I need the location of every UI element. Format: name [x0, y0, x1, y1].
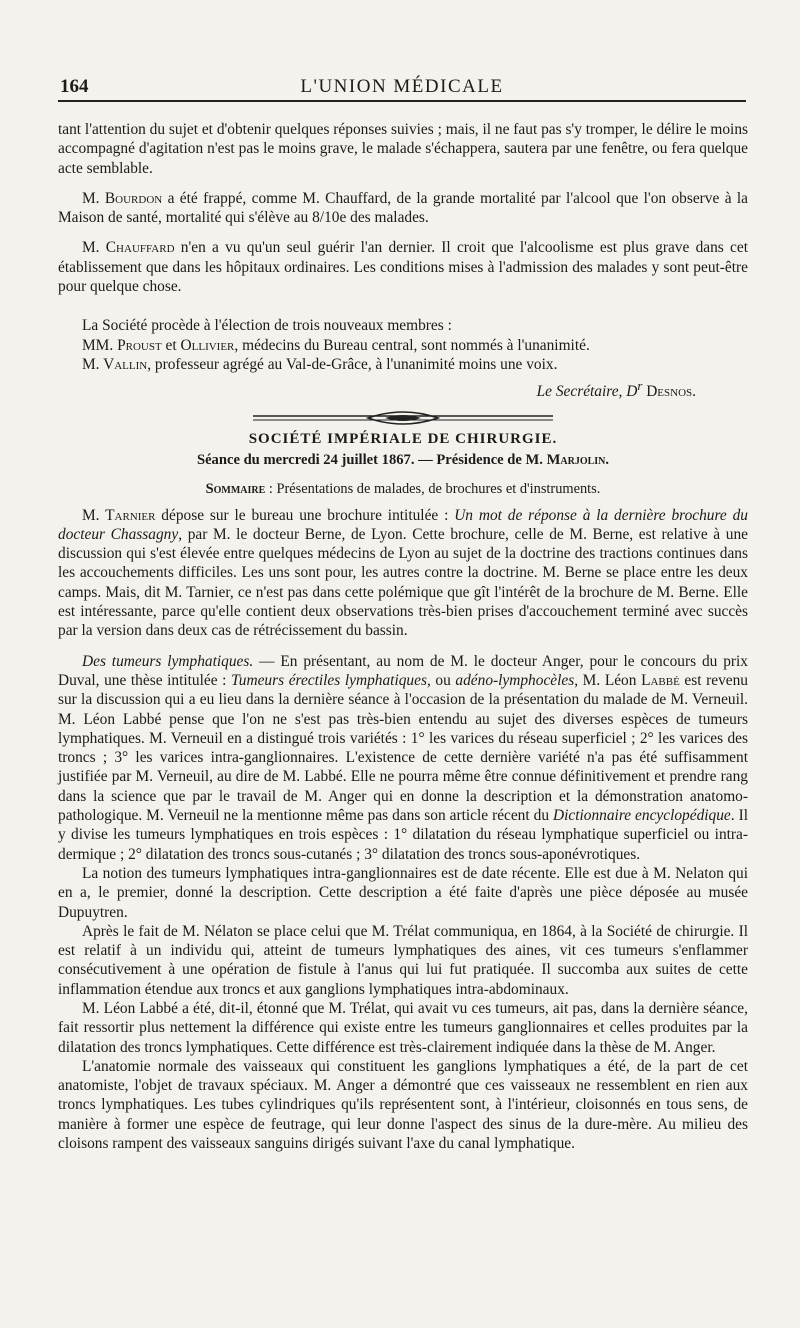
- paragraph-text: dépose sur le bureau une brochure intitulée :: [155, 506, 455, 524]
- thesis-title: Tumeurs érectiles lymphatiques: [231, 671, 427, 689]
- page-header: [58, 78, 746, 102]
- paragraph-tarnier: [58, 506, 748, 641]
- paragraph-continuation: tant l'attention du sujet et d'obtenir quelques réponses suivies ; mais, il ne faut pas s'y tromper, le délire le moins accompagné d'agitation n'est pas le moins grave, le malade s'échappera, sautera par une fenêtre, ou fera quelque acte semblable.: [58, 121, 748, 177]
- paragraph-text: , professeur agrégé au Val-de-Grâce, à l'unanimité moins une voix.: [147, 355, 558, 373]
- signature-role: Le Secrétaire: [536, 383, 619, 401]
- speaker-name: M. Tarnier: [82, 506, 156, 524]
- paragraph-text: , M. Léon: [574, 671, 642, 689]
- member-name: Proust: [117, 336, 162, 354]
- sommaire-line: [58, 480, 748, 499]
- society-title: SOCIÉTÉ IMPÉRIALE DE CHIRURGIE.: [248, 430, 558, 447]
- section-lead: Des tumeurs lymphatiques.: [82, 652, 254, 670]
- speaker-name: M. Bourdon: [82, 189, 163, 207]
- paragraph-labbe: M. Léon Labbé a été, dit-il, étonné que M. Trélat, qui avait vu ces tumeurs, ait pas, dans la dernière séance, fait ressortir plus nettement la différence qui existe entre les tumeurs ganglionnaires et celles produites par la dilatation des troncs lymphatiques. Cette différence est très-clairement indiquée dans la thèse de M. Anger.: [58, 1000, 748, 1056]
- member-name: Ollivier: [180, 336, 235, 354]
- paragraph-text: . Il y divise les tumeurs lymphatiques en trois espèces : 1° dilatation du réseau lymphatique superficiel ou intra-dermique ; 2° dilatation des troncs sous-cutanés ; 3° dilatation des troncs sous-aponévrotiques.: [58, 807, 748, 863]
- paragraph-text: a été frappé, comme M. Chauffard, de la grande mortalité par l'alcool que l'on observe à la Maison de santé, mortalité qui s'élève au 8/10e des malades.: [58, 189, 748, 227]
- paragraph-chauffard: [58, 238, 748, 296]
- seance-line: [58, 451, 748, 470]
- paragraph-election: La Société procède à l'élection de trois nouveaux membres :: [82, 317, 452, 335]
- speaker-name: M. Chauffard: [82, 239, 175, 257]
- seance-end: .: [605, 451, 610, 468]
- sommaire-label: Sommaire: [205, 481, 266, 498]
- paragraph-text: — En présentant, au nom de M. le docteur Anger, pour le concours du prix Duval, une thèse intitulée :: [58, 652, 749, 689]
- secretary-signature: [58, 377, 748, 401]
- paragraph-text: , médecins du Bureau central, sont nommés à l'unanimité.: [234, 336, 590, 354]
- signature-separator: , D: [618, 383, 638, 401]
- conjunction-text: et: [161, 336, 181, 354]
- dictionary-title: Dictionnaire encyclopédique: [553, 807, 731, 825]
- thesis-subtitle: adéno-lymphocèles: [455, 671, 575, 689]
- paragraph-bourdon: [58, 189, 748, 228]
- paragraph-tumeurs: [58, 652, 748, 864]
- paragraph-text: n'en a vu qu'un seul guérir l'an dernier. Il croit que l'alcoolisme est plus grave dans cet établissement que dans les hôpitaux ordinaires. Les conditions mises à l'admission des malades y sont peut-être pour quelque chose.: [58, 239, 748, 296]
- paragraph-vallin: [58, 355, 748, 374]
- president-name: Marjolin: [546, 451, 606, 468]
- page-content: [58, 120, 748, 1153]
- brochure-title: Un mot de réponse à la dernière brochure du docteur Chassagny: [58, 506, 748, 543]
- paragraph-nelaton: La notion des tumeurs lymphatiques intra-ganglionnaires est de date récente. Elle est due à M. Nelaton qui en a, le premier, donné la description. Cette description a été faite d'après une pièce déposée au musée Dupuytren.: [58, 864, 748, 921]
- paragraph-text: , par M. le docteur Berne, de Lyon. Cette brochure, celle de M. Berne, est relative à une discussion qui s'est élevée entre quelques médecins de Lyon au sujet de la doctrine des tractions continues dans les accouchements difficiles. Les uns sont pour, les autres contre la doctrine. M. Berne se place entre les deux camps. Mais, dit M. Tarnier, ce n'est pas dans cette polémique que gît l'intérêt de la brochure de M. Berne. Elle est intéressante, parce qu'elle contient deux observations très-bien prises d'accouchement terminé avec succès par la version dans deux cas de rétrécissement du bassin.: [58, 525, 748, 640]
- paragraph-nominations: [58, 336, 748, 355]
- paragraph-text: , ou: [426, 671, 456, 689]
- speaker-name: Labbé: [641, 671, 680, 689]
- running-title: L'UNION MÉDICALE: [300, 76, 504, 97]
- signature-superscript: r: [637, 379, 643, 394]
- paragraph-text: est revenu sur la discussion qui a eu lieu dans la dernière séance à l'occasion de la présentation du malade de M. Verneuil. M. Léon Labbé pense que l'on ne s'est pas très-bien entendu au sujet des diverses espèces de tumeurs lymphatiques. M. Verneuil en a distingué trois variétés : 1° les varices du réseau superficiel ; 2° les varices des troncs ; 3° les varices intra-ganglionnaires. L'existence de cette dernière variété n'a pas été suffisamment justifiée par M. Verneuil, au dire de M. Labbé. Elle ne pourra même être connue définitivement et prendre rang dans la science que par le travail de M. Anger qui en donne la description et la démonstration anatomo-pathologique. M. Verneuil ne la mentionne même pas dans son article récent du: [58, 671, 749, 825]
- paragraph-trelat: Après le fait de M. Nélaton se place celui que M. Trélat communiqua, en 1864, à la Société de chirurgie. Il est relatif à un individu qui, atteint de tumeurs lymphatiques des aines, vit ces tumeurs s'enflammer consécutivement à une opération de fistule à l'anus qui lui fut pratiquée. Il succomba aux suites de cette inflammation étendue aux troncs et aux ganglions lymphatiques intra-abdominaux.: [58, 922, 748, 998]
- signature-name: Desnos.: [642, 383, 696, 401]
- ornament-divider: [253, 410, 553, 426]
- paragraph-anatomie: L'anatomie normale des vaisseaux qui constituent les ganglions lymphatiques a été, de la part de cet anatomiste, l'objet de travaux spéciaux. M. Anger a démontré que ces vaisseaux ne ressemblent en rien aux troncs lymphatiques. Les tubes cylindriques qu'ils représentent sont, à l'intérieur, cloisonnés en tous sens, de manière à former une espèce de feutrage, qui leur donne l'aspect des sinus de la dure-mère. Au milieu des cloisons rampent des vaisseaux sanguins dirigés suivant l'axe du canal lymphatique.: [58, 1057, 748, 1153]
- prefix-text: MM.: [82, 336, 118, 354]
- sommaire-text: : Présentations de malades, de brochures et d'instruments.: [265, 481, 601, 498]
- seance-text: Séance du mercredi 24 juillet 1867. — Présidence de M.: [196, 451, 547, 468]
- member-name: M. Vallin: [82, 355, 148, 373]
- page-number: 164: [60, 76, 89, 97]
